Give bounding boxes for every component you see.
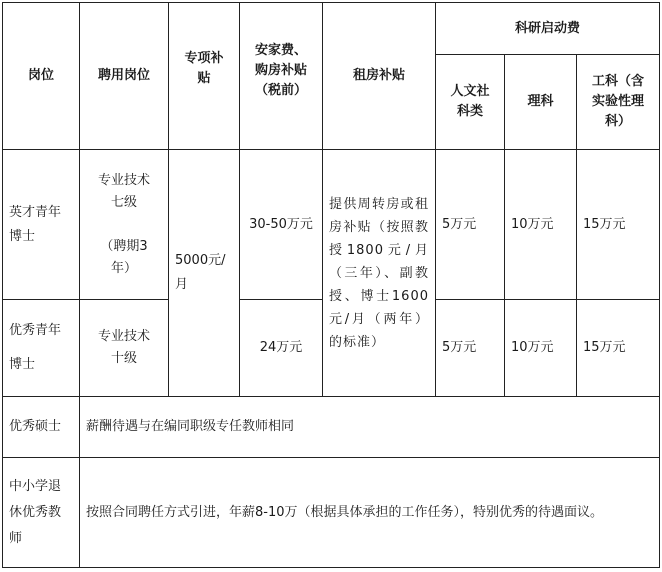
row-master-content: 薪酬待遇与在编同职级专任教师相同	[80, 397, 660, 458]
row-elite-position: 英才青年 博士	[3, 150, 80, 300]
talent-benefits-table	[2, 2, 660, 568]
row-excellent-position: 优秀青年 博士	[3, 300, 80, 397]
header-humanities: 人文社 科类	[436, 55, 505, 150]
table-row	[3, 458, 660, 568]
row-master-position: 优秀硕士	[3, 397, 80, 458]
rent-subsidy-value: 提供周转房或租房补贴（按照教授1800元/月（三年）、副教授、博士1600元/月（两年）的标准）	[323, 150, 436, 397]
header-engineering: 工科（含 实验性理 科）	[577, 55, 660, 150]
header-rent-subsidy: 租房补贴	[323, 3, 436, 150]
row-excellent-settlement: 24万元	[240, 300, 323, 397]
table-row	[3, 150, 660, 300]
special-allowance-value: 5000元/ 月	[169, 150, 240, 397]
row-excellent-hire: 专业技术 十级	[80, 300, 169, 397]
header-research-fund: 科研启动费	[436, 3, 660, 55]
header-settlement-fee: 安家费、 购房补贴 （税前）	[240, 3, 323, 150]
header-special-allowance: 专项补 贴	[169, 3, 240, 150]
row-elite-humanities: 5万元	[436, 150, 505, 300]
row-excellent-engineering: 15万元	[577, 300, 660, 397]
row-retired-content: 按照合同聘任方式引进，年薪8-10万（根据具体承担的工作任务），特别优秀的待遇面议。	[80, 458, 660, 568]
row-retired-position: 中小学退 休优秀教 师	[3, 458, 80, 568]
row-elite-hire: 专业技术 七级 （聘期3 年）	[80, 150, 169, 300]
row-excellent-science: 10万元	[505, 300, 577, 397]
row-excellent-humanities: 5万元	[436, 300, 505, 397]
row-elite-settlement: 30-50万元	[240, 150, 323, 300]
header-hire-position: 聘用岗位	[80, 3, 169, 150]
row-elite-science: 10万元	[505, 150, 577, 300]
header-position: 岗位	[3, 3, 80, 150]
header-science: 理科	[505, 55, 577, 150]
table-row	[3, 397, 660, 458]
row-elite-engineering: 15万元	[577, 150, 660, 300]
